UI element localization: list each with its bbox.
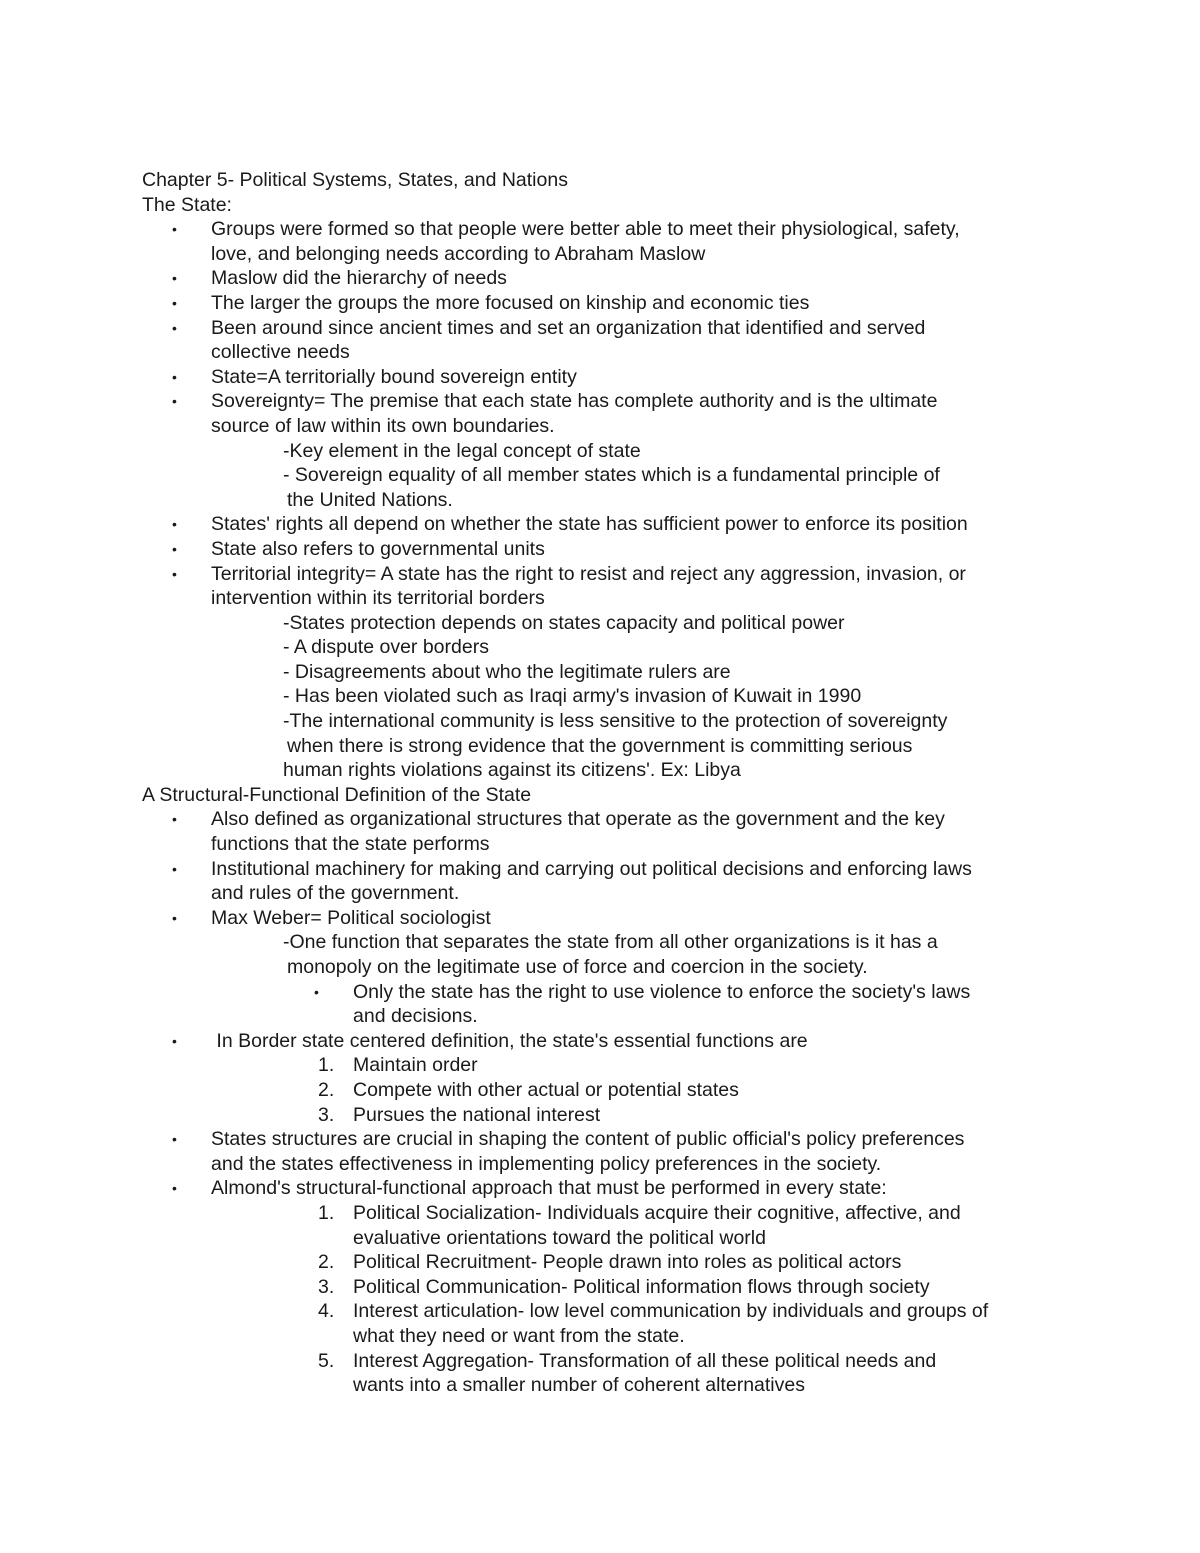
sub-point: -The international community is less sensitive to the protection of sovereignty [283, 710, 948, 733]
list-item-continuation: source of law within its own boundaries. [211, 414, 555, 437]
bullet-icon: • [172, 516, 177, 533]
sub-point: - Disagreements about who the legitimate rulers are [283, 660, 731, 683]
bullet-icon: • [172, 909, 177, 926]
bullet-icon: • [172, 393, 177, 410]
bullet-icon: • [172, 221, 177, 238]
bullet-icon: • [314, 983, 319, 1000]
sub-point: - Has been violated such as Iraqi army's invasion of Kuwait in 1990 [283, 685, 862, 708]
numbered-item: 1. Political Socialization- Individuals acquire their cognitive, affective, and [318, 1201, 961, 1224]
bullet-icon: • [172, 565, 177, 582]
sub-point: -Key element in the legal concept of state [283, 439, 641, 462]
nested-list-item-continuation: and decisions. [353, 1005, 478, 1028]
sub-point-continuation: when there is strong evidence that the government is committing serious [287, 734, 913, 757]
list-item: • States structures are crucial in shaping the content of public official's policy preferences [172, 1128, 965, 1151]
nested-list-item: • Only the state has the right to use violence to enforce the society's laws [314, 980, 971, 1003]
bullet-icon: • [172, 294, 177, 311]
numbered-item-continuation: wants into a smaller number of coherent alternatives [353, 1374, 805, 1397]
section-heading-the-state: The State: [142, 193, 232, 216]
bullet-icon: • [172, 1180, 177, 1197]
bullet-icon: • [172, 1032, 177, 1049]
bullet-icon: • [172, 368, 177, 385]
bullet-icon: • [172, 1131, 177, 1148]
page-title: Chapter 5- Political Systems, States, and Nations [142, 169, 568, 191]
list-item: • Max Weber= Political sociologist [172, 906, 491, 929]
sub-point: - Sovereign equality of all member states which is a fundamental principle of [283, 464, 940, 487]
list-item: • State also refers to governmental units [172, 537, 545, 560]
sub-point: -States protection depends on states capacity and political power [283, 611, 845, 634]
sub-point-continuation: the United Nations. [287, 488, 453, 511]
list-item: • Also defined as organizational structures that operate as the government and the key [172, 808, 945, 831]
numbered-item-continuation: evaluative orientations toward the political world [353, 1226, 766, 1249]
list-item: • In Border state centered definition, the state's essential functions are [172, 1029, 808, 1052]
sub-point-continuation: monopoly on the legitimate use of force and coercion in the society. [287, 956, 868, 978]
numbered-item: 3. Pursues the national interest [318, 1103, 601, 1126]
numbered-item: 2. Political Recruitment- People drawn into roles as political actors [318, 1251, 902, 1274]
list-item: • States' rights all depend on whether the state has sufficient power to enforce its position [172, 513, 968, 536]
numbered-item: 2. Compete with other actual or potential states [318, 1078, 739, 1101]
list-item-continuation: love, and belonging needs according to Abraham Maslow [211, 242, 706, 265]
numbered-item: 4. Interest articulation- low level communication by individuals and groups of [318, 1300, 989, 1323]
numbered-item: 3. Political Communication- Political information flows through society [318, 1275, 930, 1298]
bullet-icon: • [172, 270, 177, 287]
bullet-icon: • [172, 811, 177, 828]
list-item: • Territorial integrity= A state has the right to resist and reject any aggression, invasion, or [172, 562, 966, 585]
list-item-continuation: and rules of the government. [211, 882, 460, 905]
bullet-icon: • [172, 860, 177, 877]
list-item: • The larger the groups the more focused on kinship and economic ties [172, 291, 810, 314]
numbered-item-continuation: what they need or want from the state. [353, 1324, 685, 1347]
sub-point: -One function that separates the state from all other organizations is it has a [283, 931, 938, 954]
section-heading-structural-functional: A Structural-Functional Definition of the State [142, 783, 532, 806]
list-item: • Maslow did the hierarchy of needs [172, 267, 507, 290]
list-item: • Almond's structural-functional approach that must be performed in every state: [172, 1177, 887, 1200]
sub-point-continuation: human rights violations against its citizens'. Ex: Libya [283, 759, 741, 782]
numbered-item: 1. Maintain order [318, 1054, 478, 1077]
list-item: • Institutional machinery for making and carrying out political decisions and enforcing laws [172, 857, 972, 880]
list-item-continuation: intervention within its territorial borders [211, 587, 545, 610]
list-item-continuation: and the states effectiveness in implementing policy preferences in the society. [211, 1152, 882, 1175]
document-body [142, 168, 1072, 1398]
bullet-icon: • [172, 319, 177, 336]
list-item-continuation: functions that the state performs [211, 833, 490, 856]
numbered-item: 5. Interest Aggregation- Transformation of all these political needs and [318, 1349, 937, 1372]
bullet-icon: • [172, 540, 177, 557]
list-item: • Groups were formed so that people were better able to meet their physiological, safety, [172, 218, 960, 241]
list-item: • Been around since ancient times and set an organization that identified and served [172, 316, 926, 339]
sub-point: - A dispute over borders [283, 636, 489, 659]
list-item: • Sovereignty= The premise that each state has complete authority and is the ultimate [172, 390, 938, 413]
list-item-continuation: collective needs [211, 341, 350, 364]
list-item: • State=A territorially bound sovereign entity [172, 365, 577, 388]
